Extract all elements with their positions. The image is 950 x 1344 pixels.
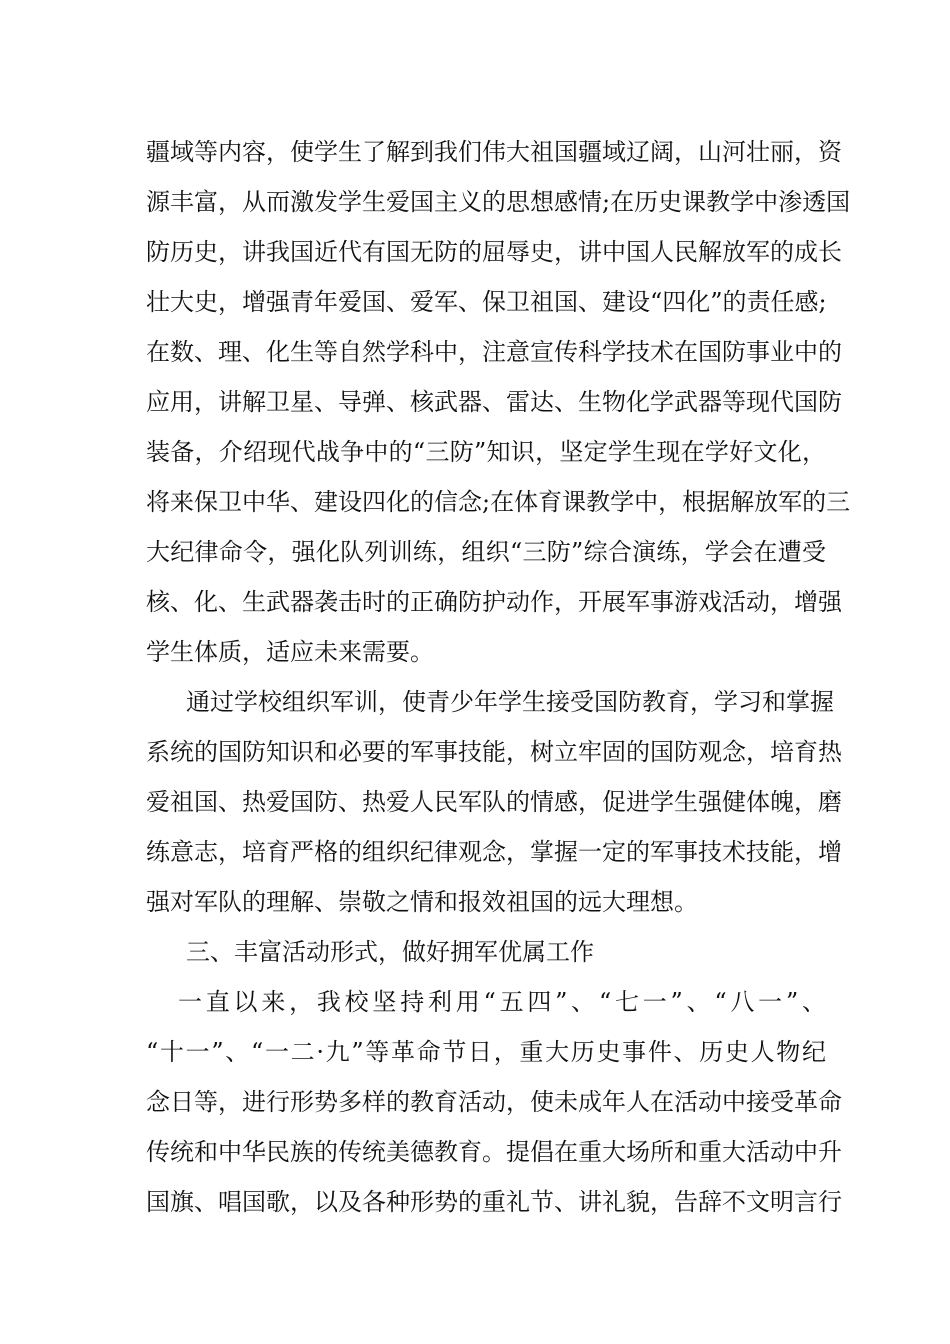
paragraph-line: 练意志，培育严格的组织纪律观念，掌握一定的军事技术技能，增 [146,838,842,866]
paragraph-line: 壮大史，增强青年爱国、爱军、保卫祖国、建设“四化”的责任感; [146,288,827,316]
paragraph-line: 在数、理、化生等自然学科中，注意宣传科学技术在国防事业中的 [146,338,842,366]
paragraph-line: 将来保卫中华、建设四化的信念;在体育课教学中，根据解放军的三 [146,488,851,516]
paragraph-line: 疆域等内容，使学生了解到我们伟大祖国疆域辽阔，山河壮丽，资 [146,138,842,166]
paragraph-line: 传统和中华民族的传统美德教育。提倡在重大场所和重大活动中升 [146,1138,842,1166]
paragraph-line: 爱祖国、热爱国防、热爱人民军队的情感，促进学生强健体魄，磨 [146,788,842,816]
paragraph-line: 防历史，讲我国近代有国无防的屈辱史，讲中国人民解放军的成长 [146,238,842,266]
paragraph-line: “十一”、“一二·九”等革命节日，重大历史事件、历史人物纪 [146,1038,826,1066]
paragraph-line: 应用，讲解卫星、导弹、核武器、雷达、生物化学武器等现代国防 [146,388,842,416]
paragraph-line: 系统的国防知识和必要的军事技能，树立牢固的国防观念，培育热 [146,738,842,766]
paragraph-line: 一直以来，我校坚持利用“五四”、“七一”、“八一”、 [178,988,826,1016]
paragraph-line: 核、化、生武器袭击时的正确防护动作，开展军事游戏活动，增强 [146,588,842,616]
section-heading: 三、丰富活动形式，做好拥军优属工作 [186,938,594,966]
paragraph-line: 强对军队的理解、崇敬之情和报效祖国的远大理想。 [146,888,698,916]
paragraph-line: 国旗、唱国歌，以及各种形势的重礼节、讲礼貌，告辞不文明言行 [146,1188,842,1216]
paragraph-line: 学生体质，适应未来需要。 [146,638,434,666]
paragraph-line: 大纪律命令，强化队列训练，组织“三防”综合演练，学会在遭受 [146,538,826,566]
paragraph-line: 通过学校组织军训，使青少年学生接受国防教育，学习和掌握 [186,688,834,716]
paragraph-line: 念日等，进行形势多样的教育活动，使未成年人在活动中接受革命 [146,1088,842,1116]
paragraph-line: 源丰富，从而激发学生爱国主义的思想感情;在历史课教学中渗透国 [146,188,851,216]
paragraph-line: 装备，介绍现代战争中的“三防”知识，坚定学生现在学好文化， [146,438,826,466]
